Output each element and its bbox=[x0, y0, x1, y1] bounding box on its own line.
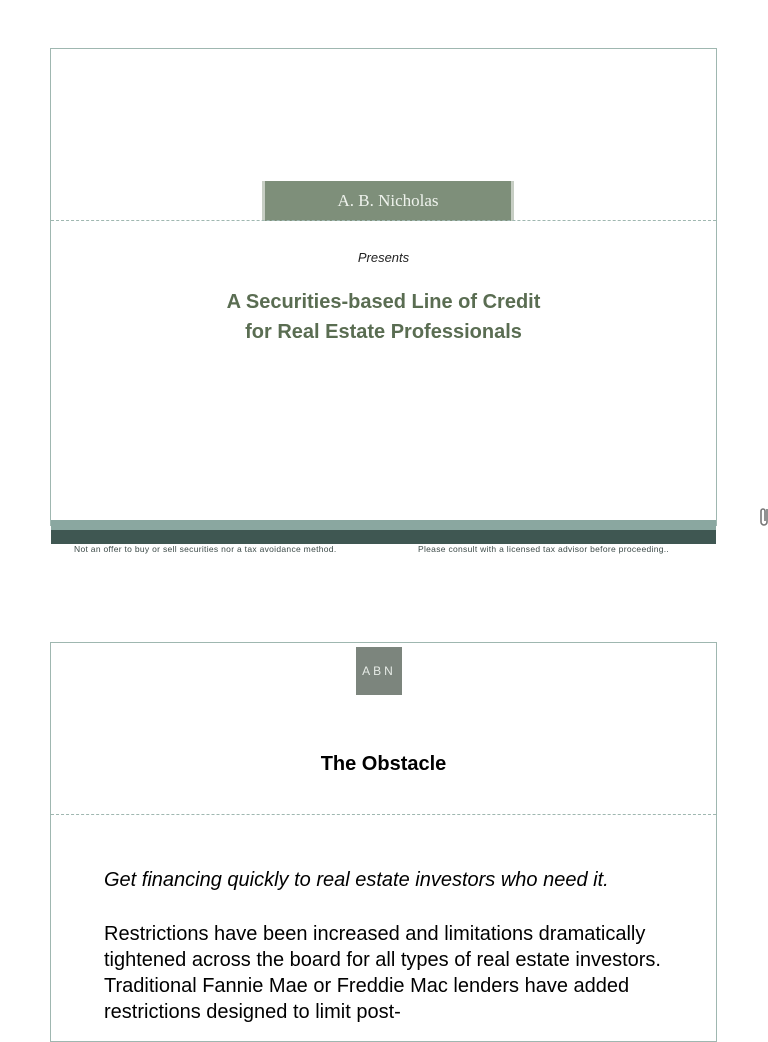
slide-title bbox=[51, 287, 716, 347]
abn-logo: ABN bbox=[356, 647, 402, 695]
divider-line bbox=[51, 220, 716, 221]
title-line-1: A Securities-based Line of Credit bbox=[226, 291, 541, 313]
slide-subtitle: Get financing quickly to real estate investors who need it. bbox=[104, 869, 609, 891]
slide-body-text: Restrictions have been increased and limitations dramatically tightened across the board for all types of real estate investors. Traditional Fannie Mae or Freddie Mac lenders have added restrictions designed to limit post- bbox=[104, 923, 661, 1023]
disclaimer-right: Please consult with a licensed tax advisor before proceeding.. bbox=[418, 544, 670, 554]
paperclip-icon[interactable] bbox=[758, 505, 768, 529]
slide-title: The Obstacle bbox=[320, 753, 447, 775]
presents-label: Presents bbox=[357, 250, 410, 265]
footer-band-light bbox=[51, 520, 716, 530]
footer-band-dark bbox=[51, 530, 716, 544]
slide-2 bbox=[50, 642, 717, 1042]
title-line-2: for Real Estate Professionals bbox=[245, 321, 522, 343]
slide-1 bbox=[50, 48, 717, 526]
divider-line bbox=[51, 814, 716, 815]
disclaimer-left: Not an offer to buy or sell securities nor a tax avoidance method. bbox=[74, 544, 337, 554]
brand-banner: A. B. Nicholas bbox=[265, 181, 511, 221]
